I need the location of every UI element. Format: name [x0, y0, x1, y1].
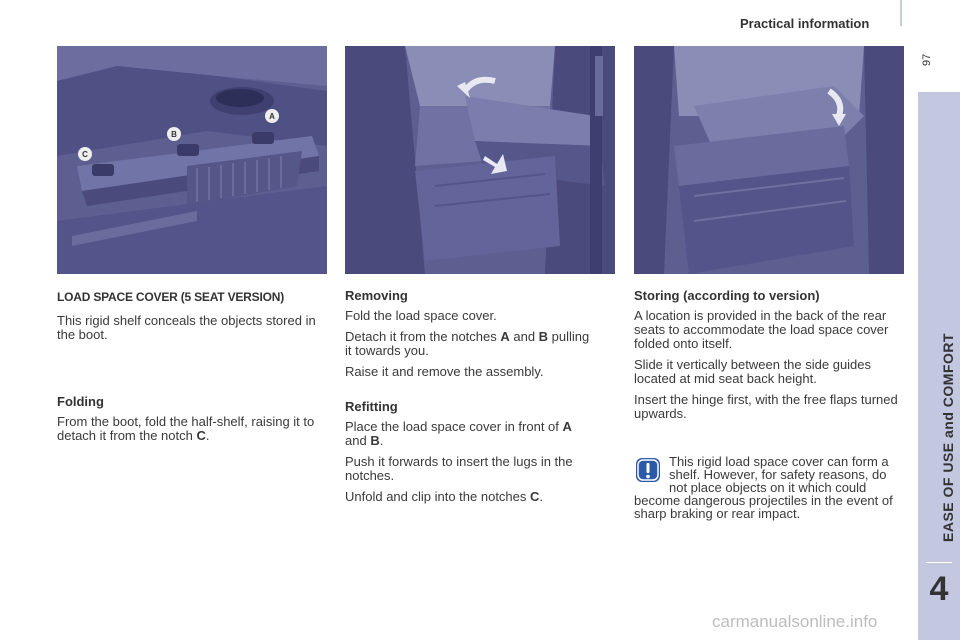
chapter-divider [926, 562, 952, 563]
refitting-title: Refitting [345, 399, 398, 414]
header-divider [900, 0, 902, 26]
photo-storing [634, 46, 904, 274]
storing-step-1: A location is provided in the back of the rear seats to accommodate the load space cover folded onto itself. [634, 308, 889, 351]
notch-label-c: C [82, 150, 88, 159]
refitting-step-3: Unfold and clip into the notches C. [345, 489, 544, 504]
column-1 [57, 290, 332, 450]
page-header-title: Practical information [740, 16, 870, 31]
section-title: LOAD SPACE COVER (5 SEAT VERSION) [57, 290, 284, 304]
storing-step-2: Slide it vertically between the side guides located at mid seat back height. [634, 357, 872, 386]
refitting-step-1: Place the load space cover in front of A and B. [345, 419, 572, 448]
refitting-step-2: Push it forwards to insert the lugs in the notches. [345, 454, 573, 483]
column-3 [634, 289, 906, 428]
notch-label-b: B [171, 130, 177, 139]
chapter-label: EASE OF USE and COMFORT [940, 332, 956, 542]
notch-label-a: A [269, 112, 275, 121]
column-2 [345, 289, 595, 511]
watermark: carmanualsonline.info [712, 612, 878, 631]
folding-title: Folding [57, 394, 104, 409]
removing-step-2: Detach it from the notches A and B pulling it towards you. [345, 329, 590, 358]
chapter-number: 4 [929, 570, 949, 608]
warning-icon [635, 457, 661, 483]
warning-text: This rigid load space cover can form a shelf. However, for safety reasons, do not place objects on it which could become dangerous projectiles in the event of sharp braking or rear impact. [634, 454, 893, 521]
removing-step-1: Fold the load space cover. [345, 308, 497, 323]
chapter-side-tab [918, 92, 960, 640]
photo-removing [345, 46, 615, 274]
storing-title: Storing (according to version) [634, 288, 820, 303]
removing-step-3: Raise it and remove the assembly. [345, 364, 544, 379]
folding-text: From the boot, fold the half-shelf, raising it to detach it from the notch C. [57, 414, 315, 443]
storing-step-3: Insert the hinge first, with the free flaps turned upwards. [634, 392, 898, 421]
photo-notches [57, 46, 327, 274]
page-number: 97 [921, 53, 933, 66]
intro-text: This rigid shelf conceals the objects stored in the boot. [57, 313, 316, 342]
removing-title: Removing [345, 288, 408, 303]
warning-note [634, 455, 904, 520]
